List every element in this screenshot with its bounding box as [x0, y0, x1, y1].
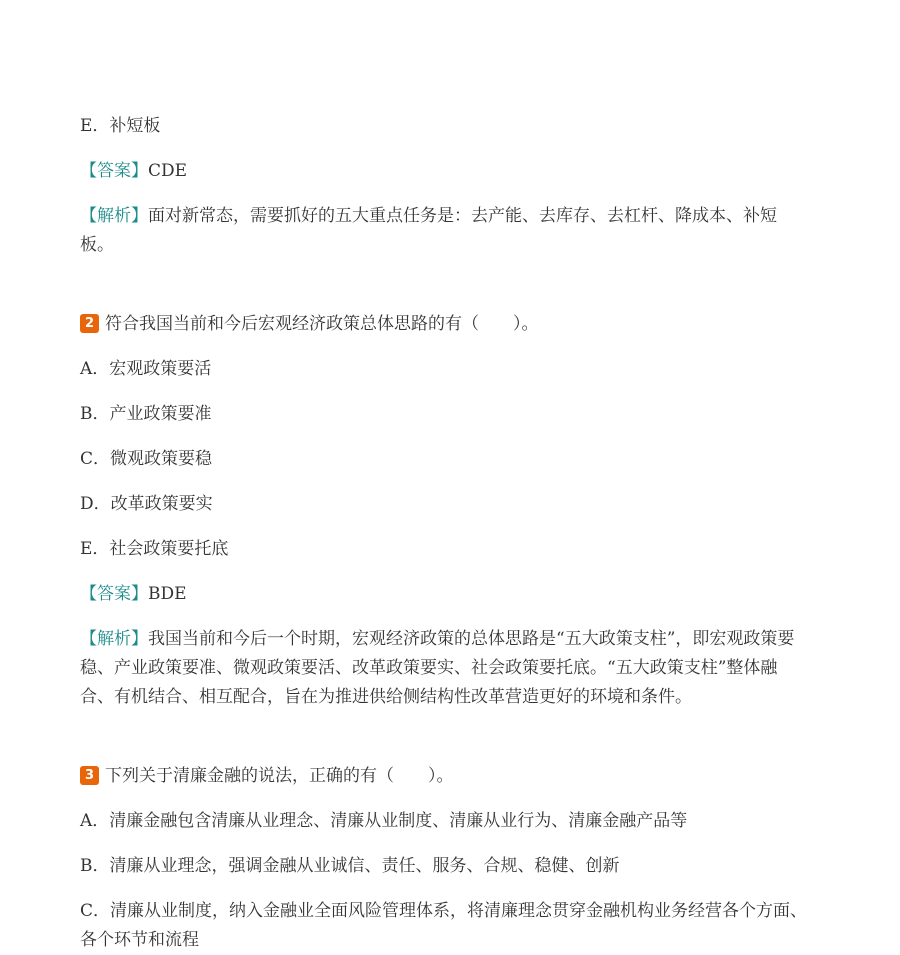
q2-analysis: [80, 625, 810, 712]
q3-number-badge: 3: [80, 766, 99, 785]
q1-analysis: [80, 202, 810, 260]
q2-option-a: A．宏观政策要活: [80, 359, 212, 379]
q1-answer-tag: 【答案】: [80, 161, 148, 181]
q2-number-badge: 2: [80, 314, 99, 333]
q2-analysis-tag: 【解析】: [80, 629, 148, 649]
q2-answer-tag: 【答案】: [80, 584, 148, 604]
q2-answer-value: BDE: [148, 584, 187, 604]
q2-option-b: B．产业政策要准: [80, 404, 212, 424]
q2-analysis-text: 我国当前和今后一个时期，宏观经济政策的总体思路是“五大政策支柱”，即宏观政策要稳、产业政策要准、微观政策要活、改革政策要实、社会政策要托底。“五大政策支柱”整体融合、有机结合、相互配合，旨在为推进供给侧结构性改革营造更好的环境和条件。: [80, 629, 795, 707]
q1-analysis-tag: 【解析】: [80, 206, 148, 226]
q1-answer-value: CDE: [148, 161, 188, 181]
q2-stem: [80, 310, 810, 339]
q3-option-c: C．清廉从业制度，纳入金融业全面风险管理体系，将清廉理念贯穿金融机构业务经营各个方面、各个环节和流程: [80, 901, 808, 950]
q1-option-e: E．补短板: [80, 116, 161, 136]
q3-option-a: A．清廉金融包含清廉从业理念、清廉从业制度、清廉从业行为、清廉金融产品等: [80, 811, 688, 831]
q2-option-c: C．微观政策要稳: [80, 449, 213, 469]
q2-option-d: D．改革政策要实: [80, 494, 213, 514]
q2-question-text: 符合我国当前和今后宏观经济政策总体思路的有（ ）。: [105, 314, 539, 334]
q2-answer: [80, 580, 810, 609]
q3-option-b: B．清廉从业理念，强调金融从业诚信、责任、服务、合规、稳健、创新: [80, 856, 620, 876]
q2-option-e: E．社会政策要托底: [80, 539, 229, 559]
q3-stem: [80, 762, 810, 791]
q3-question-text: 下列关于清廉金融的说法，正确的有（ ）。: [105, 766, 454, 786]
q1-answer: [80, 157, 810, 186]
q1-analysis-text: 面对新常态，需要抓好的五大重点任务是：去产能、去库存、去杠杆、降成本、补短板。: [80, 206, 777, 255]
